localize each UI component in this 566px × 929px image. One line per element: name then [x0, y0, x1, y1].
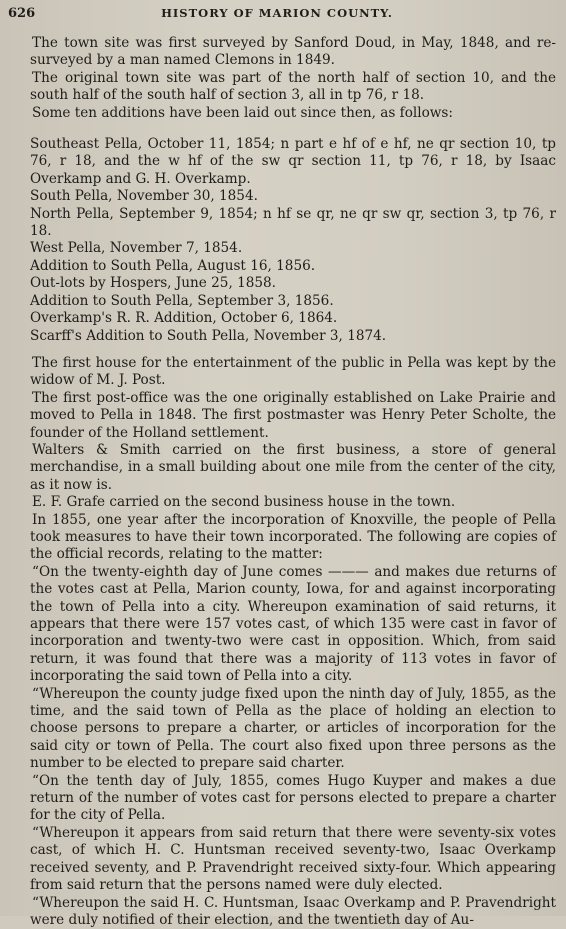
- paragraph: The original town site was part of the north half of section 10, and the south half of the south half of section 3, all in tp 76, r 18.: [30, 70, 556, 105]
- addition-item: Overkamp's R. R. Addition, October 6, 1864.: [30, 310, 556, 327]
- spacer: [30, 345, 556, 355]
- quoted-record: “On the tenth day of July, 1855, comes Hugo Kuyper and makes a due return of the number of votes cast for persons elected to prepare a charter for the city of Pella.: [30, 773, 556, 825]
- addition-item: South Pella, November 30, 1854.: [30, 188, 556, 205]
- page-header: [8, 6, 556, 21]
- paragraph: Walters & Smith carried on the first business, a store of general merchandise, in a small building about one mile from the center of the city, as it now is.: [30, 442, 556, 494]
- page-number: 626: [8, 6, 68, 21]
- spacer: [30, 122, 556, 136]
- addition-item: Out-lots by Hospers, June 25, 1858.: [30, 275, 556, 292]
- paragraph: The first house for the entertainment of the public in Pella was kept by the widow of M. J. Post.: [30, 355, 556, 390]
- paragraph: Some ten additions have been laid out since then, as follows:: [30, 105, 556, 122]
- addition-item: Southeast Pella, October 11, 1854; n part e hf of e hf, ne qr section 10, tp 76, r 18, and the w hf of the sw qr section 11, tp 76, r 18, by Isaac Overkamp and G. H. Overkamp.: [30, 136, 556, 188]
- addition-item: West Pella, November 7, 1854.: [30, 240, 556, 257]
- paragraph: The first post-office was the one originally established on Lake Prairie and moved to Pella in 1848. The first postmaster was Henry Peter Scholte, the founder of the Holland settlement.: [30, 390, 556, 442]
- addition-item: North Pella, September 9, 1854; n hf se qr, ne qr sw qr, section 3, tp 76, r 18.: [30, 206, 556, 241]
- addition-item: Addition to South Pella, August 16, 1856.: [30, 258, 556, 275]
- addition-item: Addition to South Pella, September 3, 1856.: [30, 293, 556, 310]
- quoted-record: “Whereupon the said H. C. Huntsman, Isaac Overkamp and P. Pravendright were duly notified of their election, and the twentieth day of Au-: [30, 895, 556, 929]
- paragraph: The town site was first surveyed by Sanford Doud, in May, 1848, and re-surveyed by a man named Clemons in 1849.: [30, 35, 556, 70]
- running-title: HISTORY OF MARION COUNTY.: [68, 6, 486, 20]
- quoted-record: “On the twenty-eighth day of June comes ——— and makes due returns of the votes cast at Pella, Marion county, Iowa, for and against incorporating the town of Pella into a city. Whereupon examination of said returns, it appears that there were 157 votes cast, of which 135 were cast in favor of incorporation and twenty-two were cast in opposition. Which, from said return, it was found that there was a majority of 113 votes in favor of incorporating the said town of Pella into a city.: [30, 564, 556, 686]
- paragraph: E. F. Grafe carried on the second business house in the town.: [30, 494, 556, 511]
- paragraph: In 1855, one year after the incorporation of Knoxville, the people of Pella took measures to have their town incorporated. The following are copies of the official records, relating to the matter:: [30, 512, 556, 564]
- addition-item: Scarff's Addition to South Pella, November 3, 1874.: [30, 328, 556, 345]
- quoted-record: “Whereupon the county judge fixed upon the ninth day of July, 1855, as the time, and the said town of Pella as the place of holding an election to choose persons to prepare a charter, or articles of incorporation for the said city or town of Pella. The court also fixed upon three persons as the number to be elected to prepare said charter.: [30, 686, 556, 773]
- quoted-record: “Whereupon it appears from said return that there were seventy-six votes cast, of which H. C. Huntsman received seventy-two, Isaac Overkamp received seventy, and P. Pravendright received sixty-four. Which appearing from said return that the persons named were duly elected.: [30, 825, 556, 895]
- additions-list: [30, 136, 556, 345]
